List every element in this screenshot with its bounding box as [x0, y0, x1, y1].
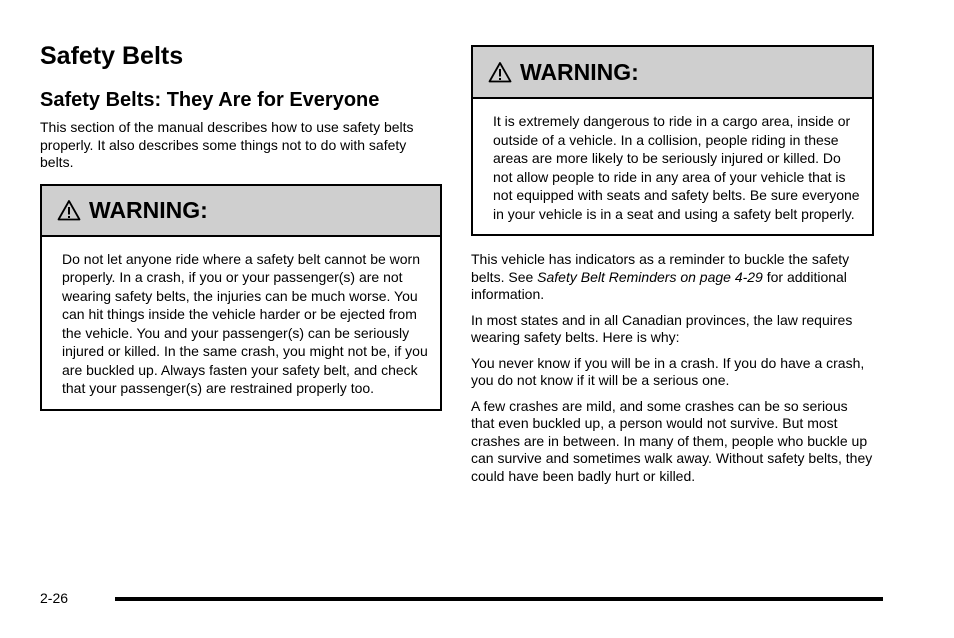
- warning-box-right: [471, 45, 874, 236]
- never-know-paragraph: You never know if you will be in a crash. If you do have a crash, you do not know if it will be a serious one.: [471, 354, 865, 388]
- indicators-text-end: for additional information.: [471, 268, 847, 302]
- warning-text: It is extremely dangerous to ride in a cargo area, inside or outside of a vehicle. In a collision, people riding in these areas are more likely to be seriously injured or killed. Do not allow people to ride in any area of your vehicle that is not equipped with seats and safety belts. Be sure everyone in your vehicle is in a seat and using a safety belt properly.: [493, 113, 860, 222]
- right-body-text: [471, 251, 874, 485]
- footer-rule: [115, 597, 883, 601]
- law-paragraph: In most states and in all Canadian provinces, the law requires wearing safety belts. Here is why:: [471, 311, 853, 345]
- indicators-text: This vehicle has indicators as a reminder to buckle the safety belts. See: [471, 251, 850, 285]
- warning-header: [42, 186, 440, 237]
- right-column: [471, 45, 874, 493]
- warning-triangle-icon: [488, 61, 512, 83]
- warning-label: WARNING:: [89, 196, 208, 223]
- warning-header: [473, 47, 872, 99]
- page-number: 2-26: [40, 590, 69, 606]
- warning-text: Do not let anyone ride where a safety belt cannot be worn properly. In a crash, if you or your passenger(s) are not wearing safety belts, the injuries can be much worse. You can hit things inside the vehicle harder or be ejected from the vehicle. You and your passenger(s) can be seriously injured or killed. In the same crash, you might not be, if you are buckled up. Always fasten your safety belt, and check that your passenger(s) are restrained properly too.: [62, 250, 428, 396]
- warning-box-left: [40, 184, 442, 411]
- crashes-paragraph: A few crashes are mild, and some crashes can be so serious that even buckled up, a person would not survive. But most crashes are in between. In many of them, people who buckle up can survive and sometimes walk away. Without safety belts, they could have been badly hurt or killed.: [471, 397, 873, 484]
- warning-label: WARNING:: [520, 58, 639, 85]
- section-heading: Safety Belts: They Are for Everyone: [40, 89, 380, 111]
- intro-paragraph: This section of the manual describes how to use safety belts properly. It also describes some things not to do with safety belts.: [40, 119, 414, 170]
- left-column: [40, 40, 442, 411]
- warning-triangle-icon: [57, 199, 81, 221]
- cross-reference-link: Safety Belt Reminders on page 4-29: [537, 268, 763, 285]
- page-title: Safety Belts: [40, 42, 184, 70]
- indicators-paragraph: [471, 251, 873, 304]
